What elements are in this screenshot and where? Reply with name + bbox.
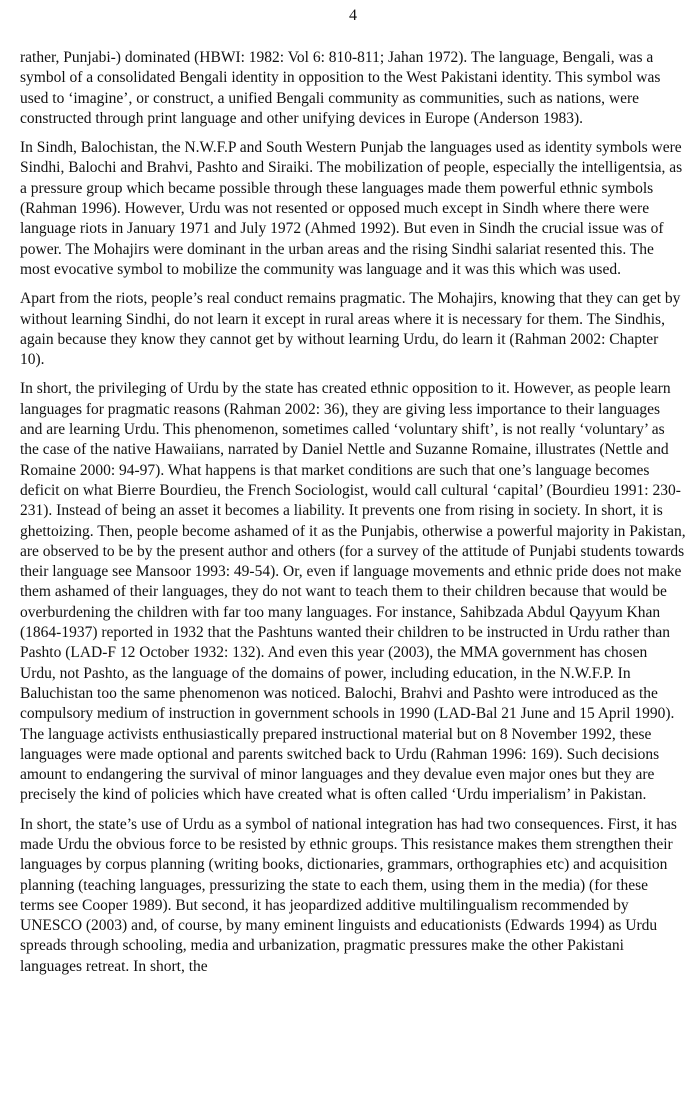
paragraph-1: rather, Punjabi-) dominated (HBWI: 1982: Vol 6: 810-811; Jahan 1972). The language, Bengali, was a symbol of a consolidated Bengali identity in opposition to the West Pakistani identity. This symbol was used to ‘imagine’, or construct, a unified Bengali community as communities, such as nations, were constructed through print language and other unifying devices in Europe (Anderson 1983).: [20, 49, 661, 127]
paragraph-5: In short, the state’s use of Urdu as a symbol of national integration has had two consequences. First, it has made Urdu the obvious force to be resisted by ethnic groups. This resistance makes them strengthen their languages by corpus planning (writing books, dictionaries, grammars, orthographies etc) and acquisition planning (teaching languages, pressurizing the state to each them, using them in the media) (for these terms see Cooper 1989). But second, it has jeopardized additive multilingualism recommended by UNESCO (2003) and, of course, by many eminent linguists and educationists (Edwards 1994) as Urdu spreads through schooling, media and urbanization, pragmatic pressures make the other Pakistani languages retreat. In short, the: [20, 815, 677, 975]
paragraph-3: Apart from the riots, people’s real conduct remains pragmatic. The Mohajirs, knowing that they can get by without learning Sindhi, do not learn it except in rural areas where it is necessary for them. The Sindhis, again because they know they cannot get by without learning Urdu, do learn it (Rahman 2002: Chapter 10).: [20, 290, 681, 369]
paragraph-2: In Sindh, Balochistan, the N.W.F.P and South Western Punjab the languages used as identity symbols were Sindhi, Balochi and Brahvi, Pashto and Siraiki. The mobilization of people, especially the intelligentsia, as a pressure group which became possible through these languages made them powerful ethnic symbols (Rahman 1996). However, Urdu was not resented or opposed much except in Sindh where there were language riots in January 1971 and July 1972 (Ahmed 1992). But even in Sindh the crucial issue was of power. The Mohajirs were dominant in the urban areas and the rising Sindhi salariat resented this. The most evocative symbol to mobilize the community was language and it was this which was used.: [20, 139, 683, 278]
paragraph-4: In short, the privileging of Urdu by the state has created ethnic opposition to it. However, as people learn languages for pragmatic reasons (Rahman 2002: 36), they are giving less importance to their languages and are learning Urdu. This phenomenon, sometimes called ‘voluntary shift’, is not really ‘voluntary’ as the case of the native Hawaiians, narrated by Daniel Nettle and Suzanne Romaine, illustrates (Nettle and Romaine 2000: 94-97). What happens is that market conditions are such that one’s language becomes deficit on what Bierre Bourdieu, the French Sociologist, would call cultural ‘capital’ (Bourdieu 1991: 230-231). Instead of being an asset it becomes a liability. It prevents one from rising in society. In short, it is ghettoizing. Then, people become ashamed of it as the Punjabis, otherwise a powerful majority in Pakistan, are observed to be by the present author and others (for a survey of the attitude of Punjabi students towards their language see Mansoor 1993: 49-54). Or, even if language movements and ethnic pride does not make them ashamed of their languages, they do not want to teach them to their children because that would be overburdening the children with far too many languages. For instance, Sahibzada Abdul Qayyum Khan (1864-1937) reported in 1932 that the Pashtuns wanted their children to be instructed in Urdu rather than Pashto (LAD-F 12 October 1932: 132). And even this year (2003), the MMA government has chosen Urdu, not Pashto, as the language of the domains of power, including education, in the N.W.F.P. In Baluchistan too the same phenomenon was noticed. Balochi, Brahvi and Pashto were introduced as the compulsory medium of instruction in government schools in 1990 (LAD-Bal 21 June and 15 April 1990). The language activists enthusiastically prepared instructional material but on 8 November 1992, these languages were made optional and parents switched back to Urdu (Rahman 1996: 169). Such decisions amount to endangering the survival of minor languages and they devalue even major ones but they are precisely the kind of policies which have created what is often called ‘Urdu imperialism’ in Pakistan.: [20, 380, 686, 804]
page-number: 4: [349, 7, 357, 24]
